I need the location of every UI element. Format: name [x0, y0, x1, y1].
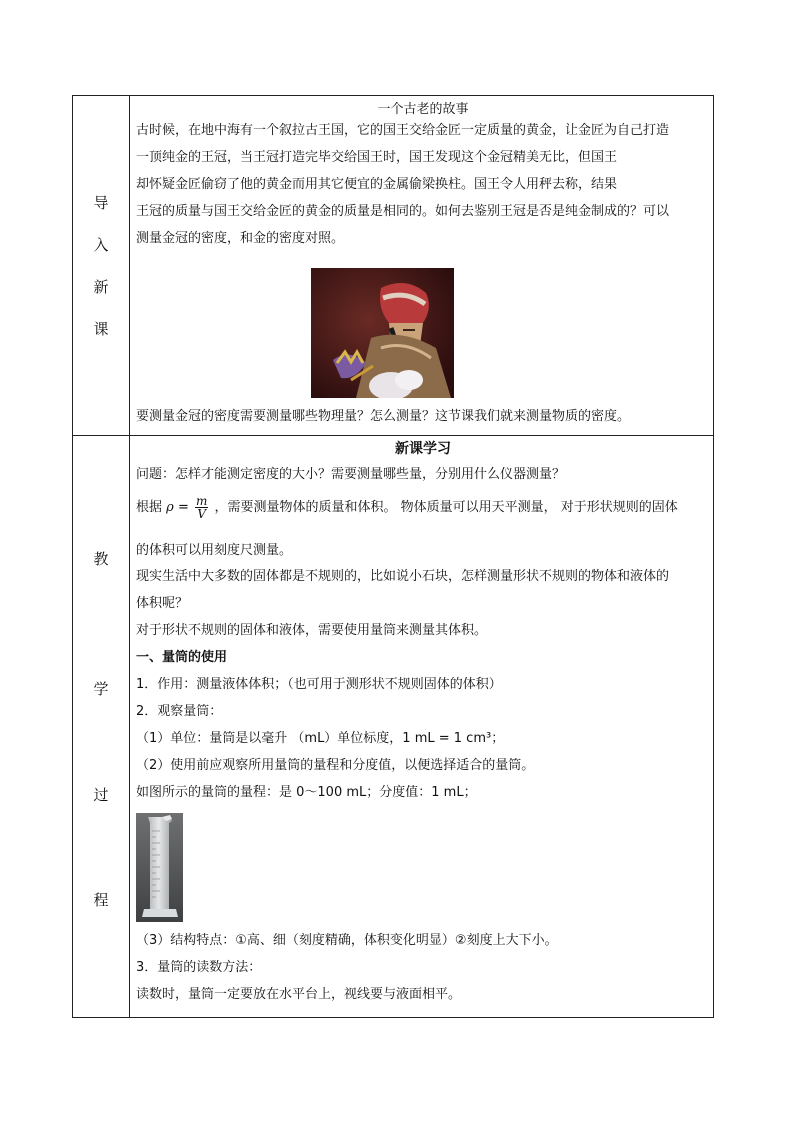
fraction-denominator: V — [197, 507, 207, 521]
side-char: 导 — [93, 194, 109, 212]
column-divider — [129, 96, 130, 1017]
list-item: 3．量筒的读数方法： — [136, 960, 262, 975]
side-char: 入 — [93, 236, 109, 254]
density-fraction — [195, 495, 208, 520]
list-item: 读数时，量筒一定要放在水平台上，视线要与液面相平。 — [136, 987, 462, 1002]
story-title: 一个古老的故事 — [377, 102, 469, 117]
side-char: 新 — [93, 278, 109, 296]
figure-caption: 如图所示的量筒的量程：是 0～100 mL；分度值：1 mL； — [136, 785, 477, 800]
story-line: 一顶纯金的王冠，当王冠打造完毕交给国王时，国王发现这个金冠精美无比，但国王 — [136, 150, 618, 165]
formula-suffix: ，需要测量物体的质量和体积。 物体质量可以用天平测量， 对于形状规则的固体 — [214, 500, 678, 515]
story-line: 测量金冠的密度，和金的密度对照。 — [136, 231, 345, 246]
paragraph: 现实生活中大多数的固体都是不规则的，比如说小石块，怎样测量形状不规则的物体和液体的 — [136, 569, 670, 584]
king-crown-illustration — [311, 268, 454, 398]
intro-content — [136, 96, 710, 435]
graduated-cylinder-image — [136, 813, 183, 922]
side-char: 教 — [93, 550, 109, 568]
story-line: 却怀疑金匠偷窃了他的黄金而用其它便宜的金属偷梁换柱。国王令人用秤去称，结果 — [136, 177, 618, 192]
list-item: （1）单位：量筒是以毫升 （mL）单位标度，1 mL = 1 cm³； — [136, 731, 505, 746]
equals-sign: = — [177, 500, 189, 515]
list-item: 2．观察量筒： — [136, 704, 223, 719]
formula-line — [136, 494, 678, 522]
side-char: 课 — [93, 320, 109, 338]
side-char: 过 — [93, 786, 109, 804]
fraction-numerator: m — [196, 494, 208, 508]
story-line: 古时候，在地中海有一个叙拉古王国，它的国王交给金匠一定质量的黄金，让金匠为自己打造 — [136, 123, 670, 138]
section-label-process — [73, 436, 129, 1019]
new-lesson-title: 新课学习 — [395, 441, 451, 457]
list-item: （2）使用前应观察所用量筒的量程和分度值，以便选择适合的量筒。 — [136, 758, 535, 773]
intro-question: 要测量金冠的密度需要测量哪些物理量？怎么测量？这节课我们就来测量物质的密度。 — [136, 409, 631, 424]
side-char: 学 — [93, 680, 109, 698]
side-char: 程 — [93, 891, 109, 909]
formula-prefix: 根据 — [136, 500, 163, 515]
paragraph: 体积呢？ — [136, 596, 189, 611]
section-heading: 一、量筒的使用 — [136, 650, 228, 665]
section-label-intro — [73, 96, 129, 435]
lesson-table — [72, 95, 714, 1018]
story-line: 王冠的质量与国王交给金匠的黄金的质量是相同的。如何去鉴别王冠是否是纯金制成的？可以 — [136, 204, 670, 219]
process-content — [136, 436, 710, 1019]
formula-continuation: 的体积可以用刻度尺测量。 — [136, 543, 293, 558]
list-item: （3）结构特点：①高、细（刻度精确，体积变化明显）②刻度上大下小。 — [136, 933, 558, 948]
density-symbol: ρ — [166, 500, 174, 515]
question-text: 问题：怎样才能测定密度的大小？需要测量哪些量，分别用什么仪器测量？ — [136, 467, 566, 482]
list-item: 1．作用：测量液体体积；（也可用于测形状不规则固体的体积） — [136, 677, 502, 692]
paragraph: 对于形状不规则的固体和液体，需要使用量筒来测量其体积。 — [136, 623, 488, 638]
